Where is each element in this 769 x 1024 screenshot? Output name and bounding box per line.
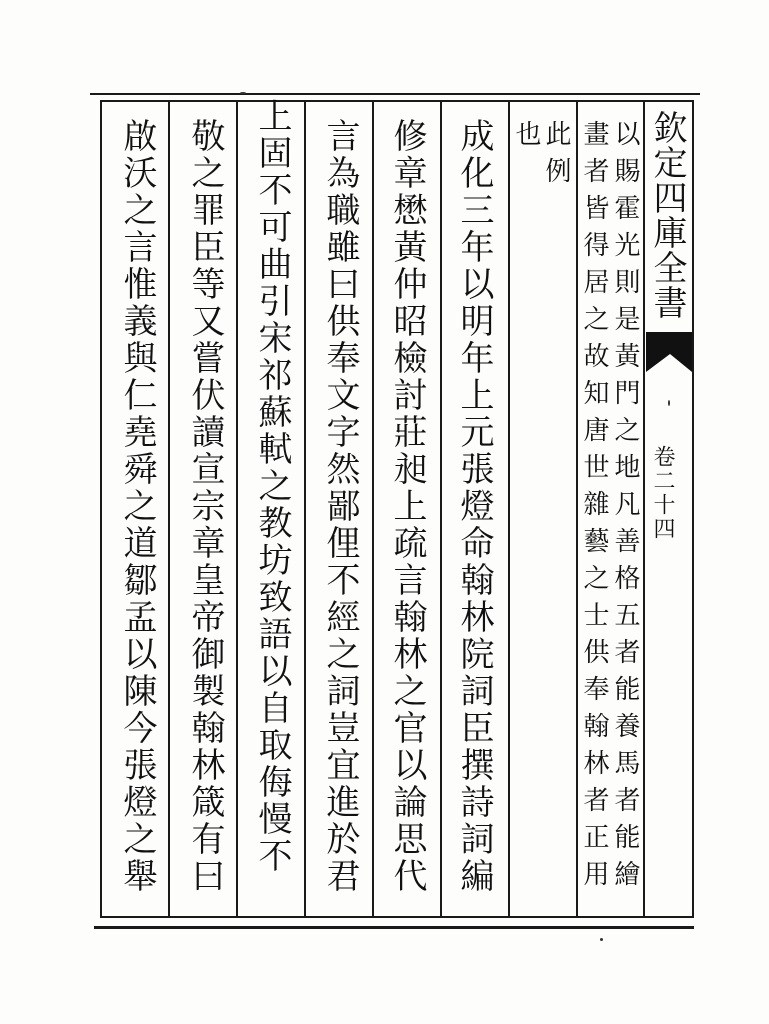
book-title: 欽定四庫全書 — [647, 110, 687, 320]
text-column: 成化三年以明年上元張燈命翰林院詞臣撰詩詞編 — [454, 118, 494, 895]
text-column: 啟沃之言惟義與仁堯舜之道鄒孟以陳今張燈之舉 — [117, 118, 157, 895]
column-divider — [236, 100, 238, 918]
text-column: 言為職雖曰供奉文字然鄙俚不經之詞豈宜進於君 — [320, 118, 360, 895]
frame-left-border — [100, 100, 102, 918]
column-divider — [372, 100, 374, 918]
column-divider — [304, 100, 306, 918]
column-divider — [168, 100, 170, 918]
scan-speck — [668, 400, 670, 406]
scan-speck — [240, 92, 246, 94]
column-divider — [576, 100, 578, 918]
annotation-line: 畫者皆得居之故知唐世雜藝之士供奉翰林者正用 — [579, 120, 609, 897]
top-outer-rule — [90, 93, 700, 95]
juan-label: 卷二十四 — [650, 445, 675, 541]
text-column-elevated: 上固不可曲引宋祁蘇軾之教坊致語以自取侮慢不 — [252, 98, 292, 875]
scan-speck — [600, 938, 603, 941]
column-divider — [440, 100, 442, 918]
column-divider — [508, 100, 510, 918]
frame-right-border — [692, 100, 694, 918]
bottom-frame-rule — [100, 916, 694, 918]
annotation-line: 此例 — [541, 120, 571, 194]
column-divider — [643, 100, 645, 918]
bottom-outer-rule — [94, 926, 694, 929]
top-frame-rule — [100, 100, 694, 102]
fishtail-mark — [644, 328, 694, 376]
annotation-line: 也 — [511, 120, 541, 157]
text-column: 敬之罪臣等又嘗伏讀宣宗章皇帝御製翰林箴有曰 — [185, 118, 225, 895]
text-column: 修章懋黃仲昭檢討莊昶上疏言翰林之官以論思代 — [387, 118, 427, 895]
annotation-line: 以賜霍光則是黃門之地凡善格五者能養馬者能繪 — [610, 120, 640, 897]
